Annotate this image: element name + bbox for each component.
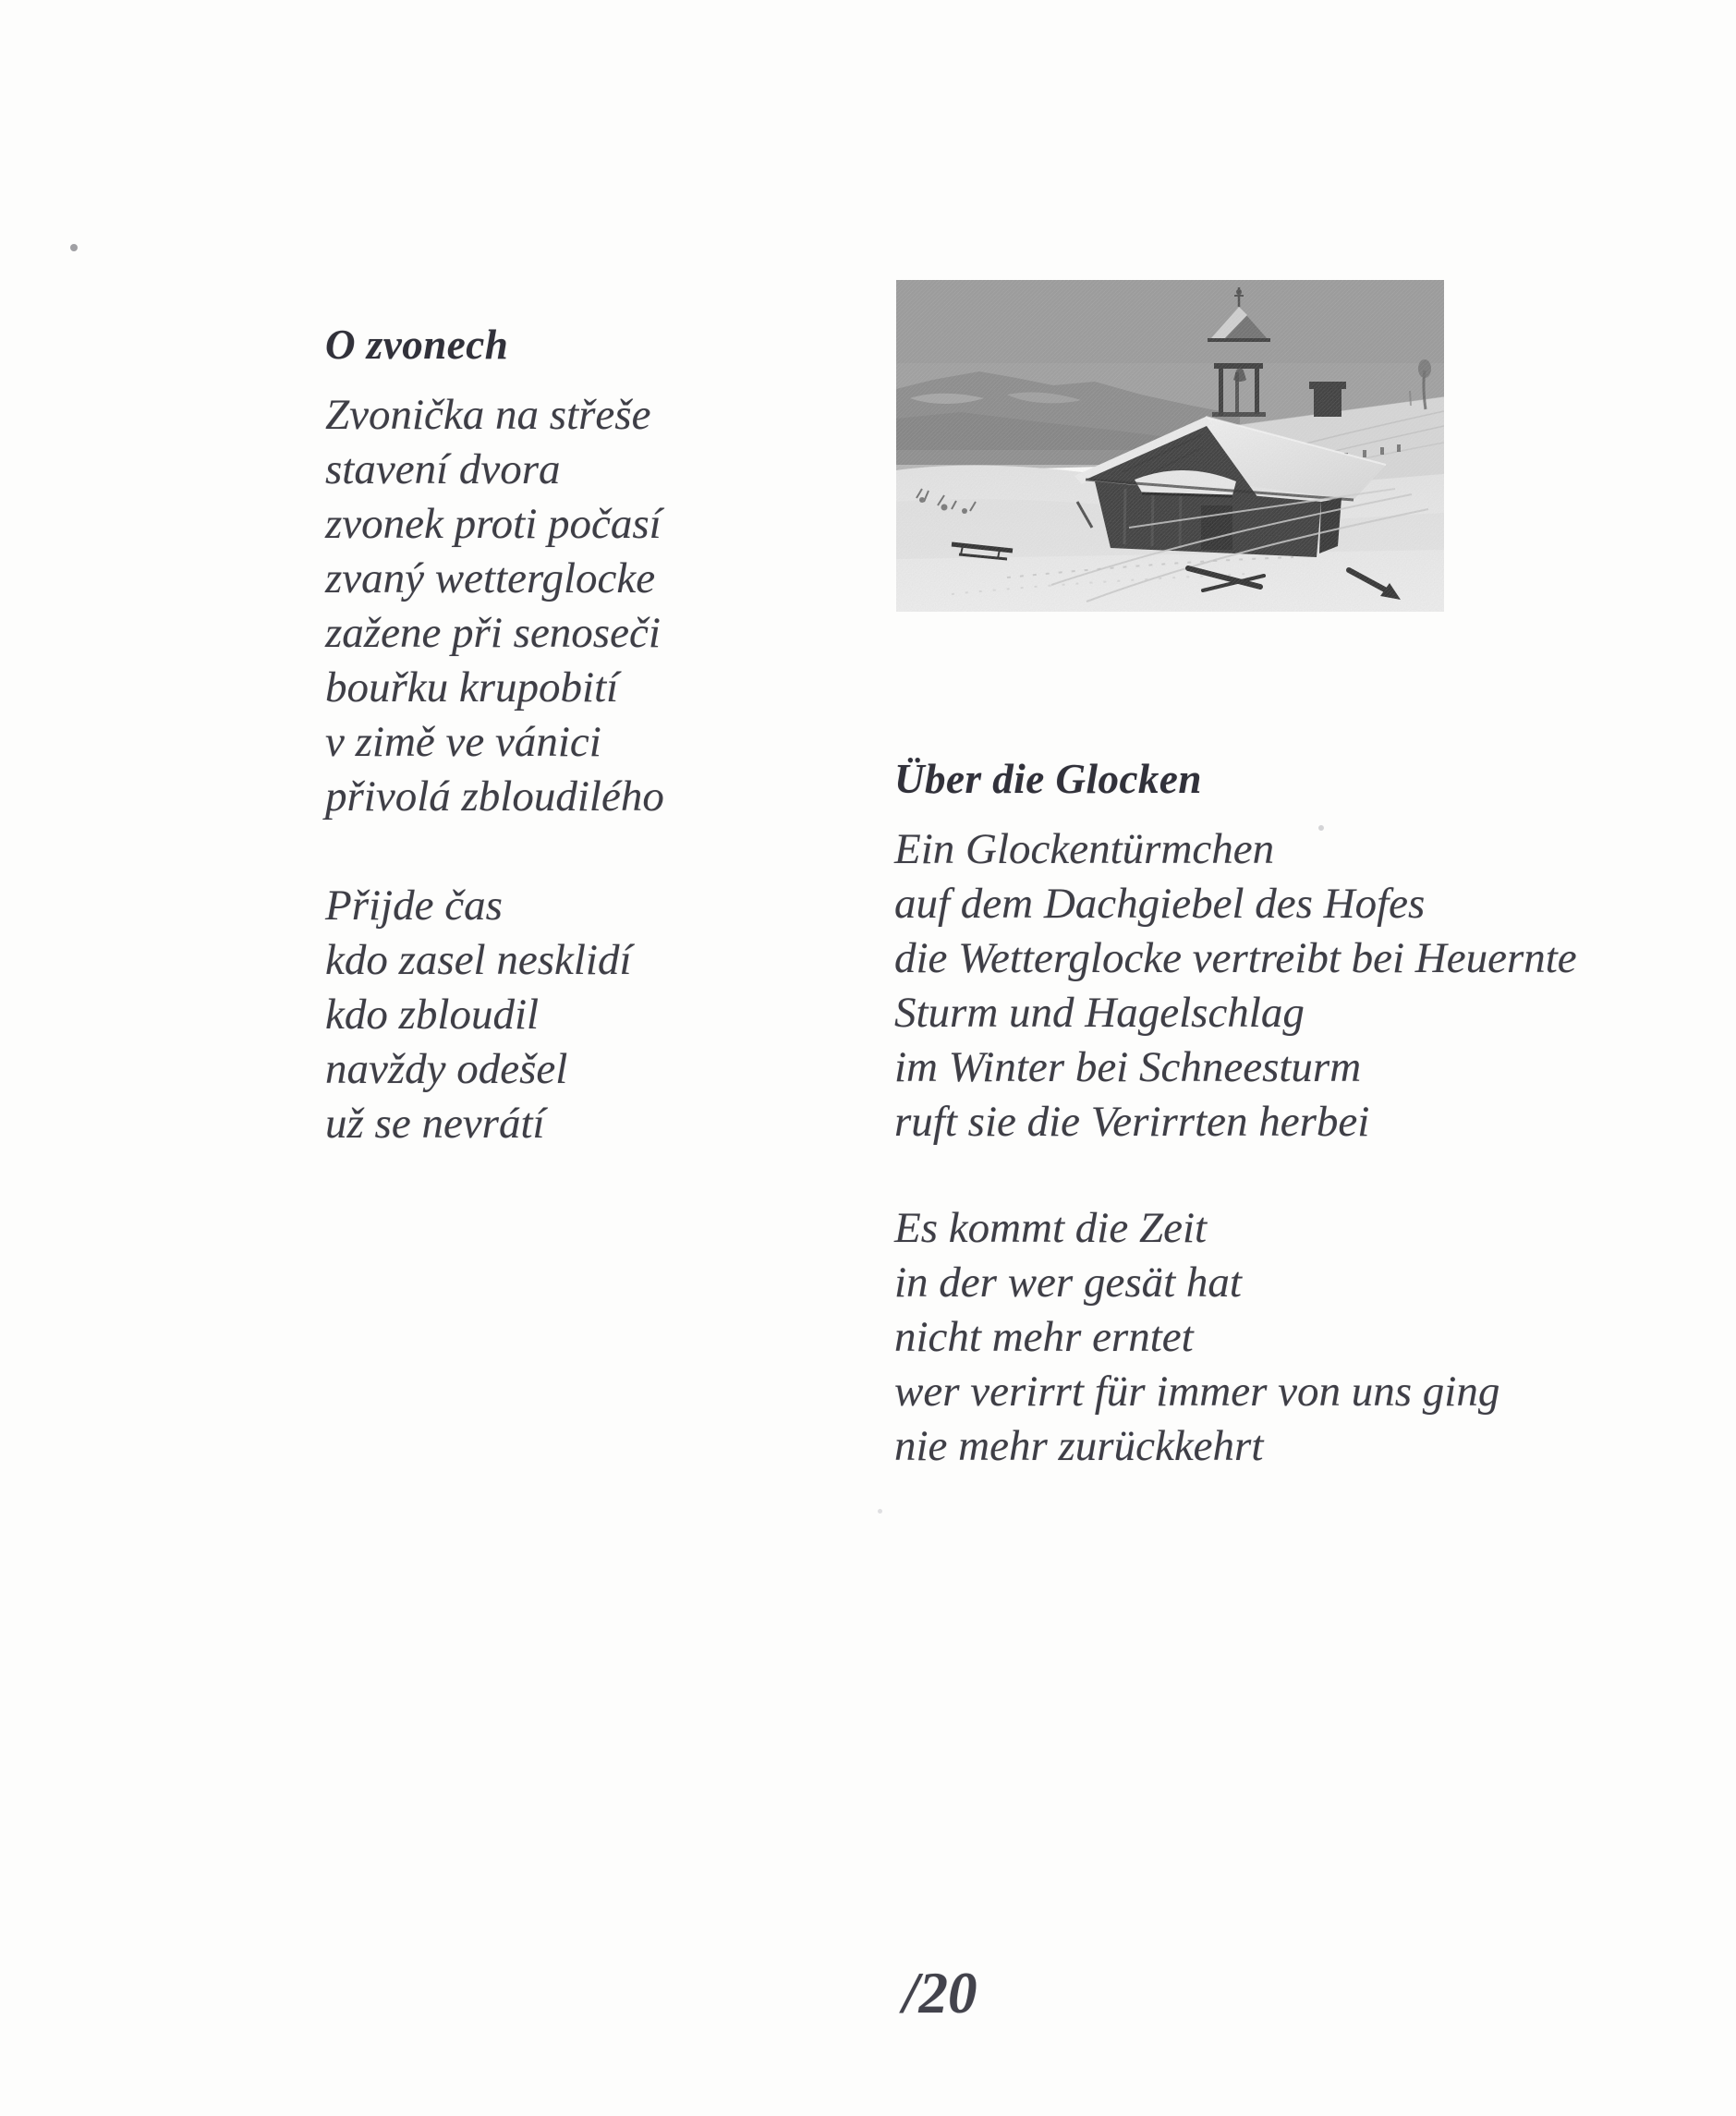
poem-line: Es kommt die Zeit <box>894 1204 1208 1252</box>
photo-grain-overlay <box>896 280 1444 612</box>
page-number: /20 <box>903 1961 977 2025</box>
czech-poem-stanza-2 <box>325 879 632 1151</box>
ink-speck <box>70 244 78 251</box>
poem-line: už se nevrátí <box>325 1100 545 1148</box>
german-poem-stanza-1 <box>894 822 1577 1149</box>
poem-line: in der wer gesät hat <box>894 1259 1242 1307</box>
poem-line: bouřku krupobití <box>325 663 619 711</box>
poem-line: navždy odešel <box>325 1045 568 1093</box>
ink-speck <box>878 1509 882 1514</box>
poem-line: v zimě ve vánici <box>325 718 601 766</box>
poem-line: nie mehr zurückkehrt <box>894 1422 1264 1470</box>
poem-line: Ein Glockentürmchen <box>894 825 1275 873</box>
poem-line: wer verirrt für immer von uns ging <box>894 1368 1500 1416</box>
poem-line: nicht mehr erntet <box>894 1313 1194 1361</box>
poem-line: Sturm und Hagelschlag <box>894 989 1305 1037</box>
poem-line: stavení dvora <box>325 445 561 493</box>
czech-poem-stanza-1 <box>325 388 664 824</box>
winter-chalet-photo <box>896 280 1444 612</box>
poem-line: im Winter bei Schneesturm <box>894 1043 1362 1091</box>
poem-line: kdo zasel nesklidí <box>325 936 632 984</box>
poem-line: Přijde čas <box>325 882 503 930</box>
winter-chalet-photo-art <box>896 280 1444 612</box>
poem-line: zvaný wetterglocke <box>325 554 656 602</box>
poem-line: Zvonička na střeše <box>325 391 651 439</box>
poem-line: přivolá zbloudilého <box>325 772 664 821</box>
czech-poem-title: O zvonech <box>325 322 509 369</box>
poem-line: zažene při senoseči <box>325 609 661 657</box>
ink-speck <box>1318 825 1324 831</box>
poem-line: kdo zbloudil <box>325 991 540 1039</box>
poem-line: die Wetterglocke vertreibt bei Heuernte <box>894 934 1577 982</box>
poem-line: auf dem Dachgiebel des Hofes <box>894 880 1426 928</box>
poem-line: zvonek proti počasí <box>325 500 662 548</box>
poem-line: ruft sie die Verirrten herbei <box>894 1098 1370 1146</box>
german-poem-title: Über die Glocken <box>894 756 1202 803</box>
german-poem-stanza-2 <box>894 1201 1499 1474</box>
